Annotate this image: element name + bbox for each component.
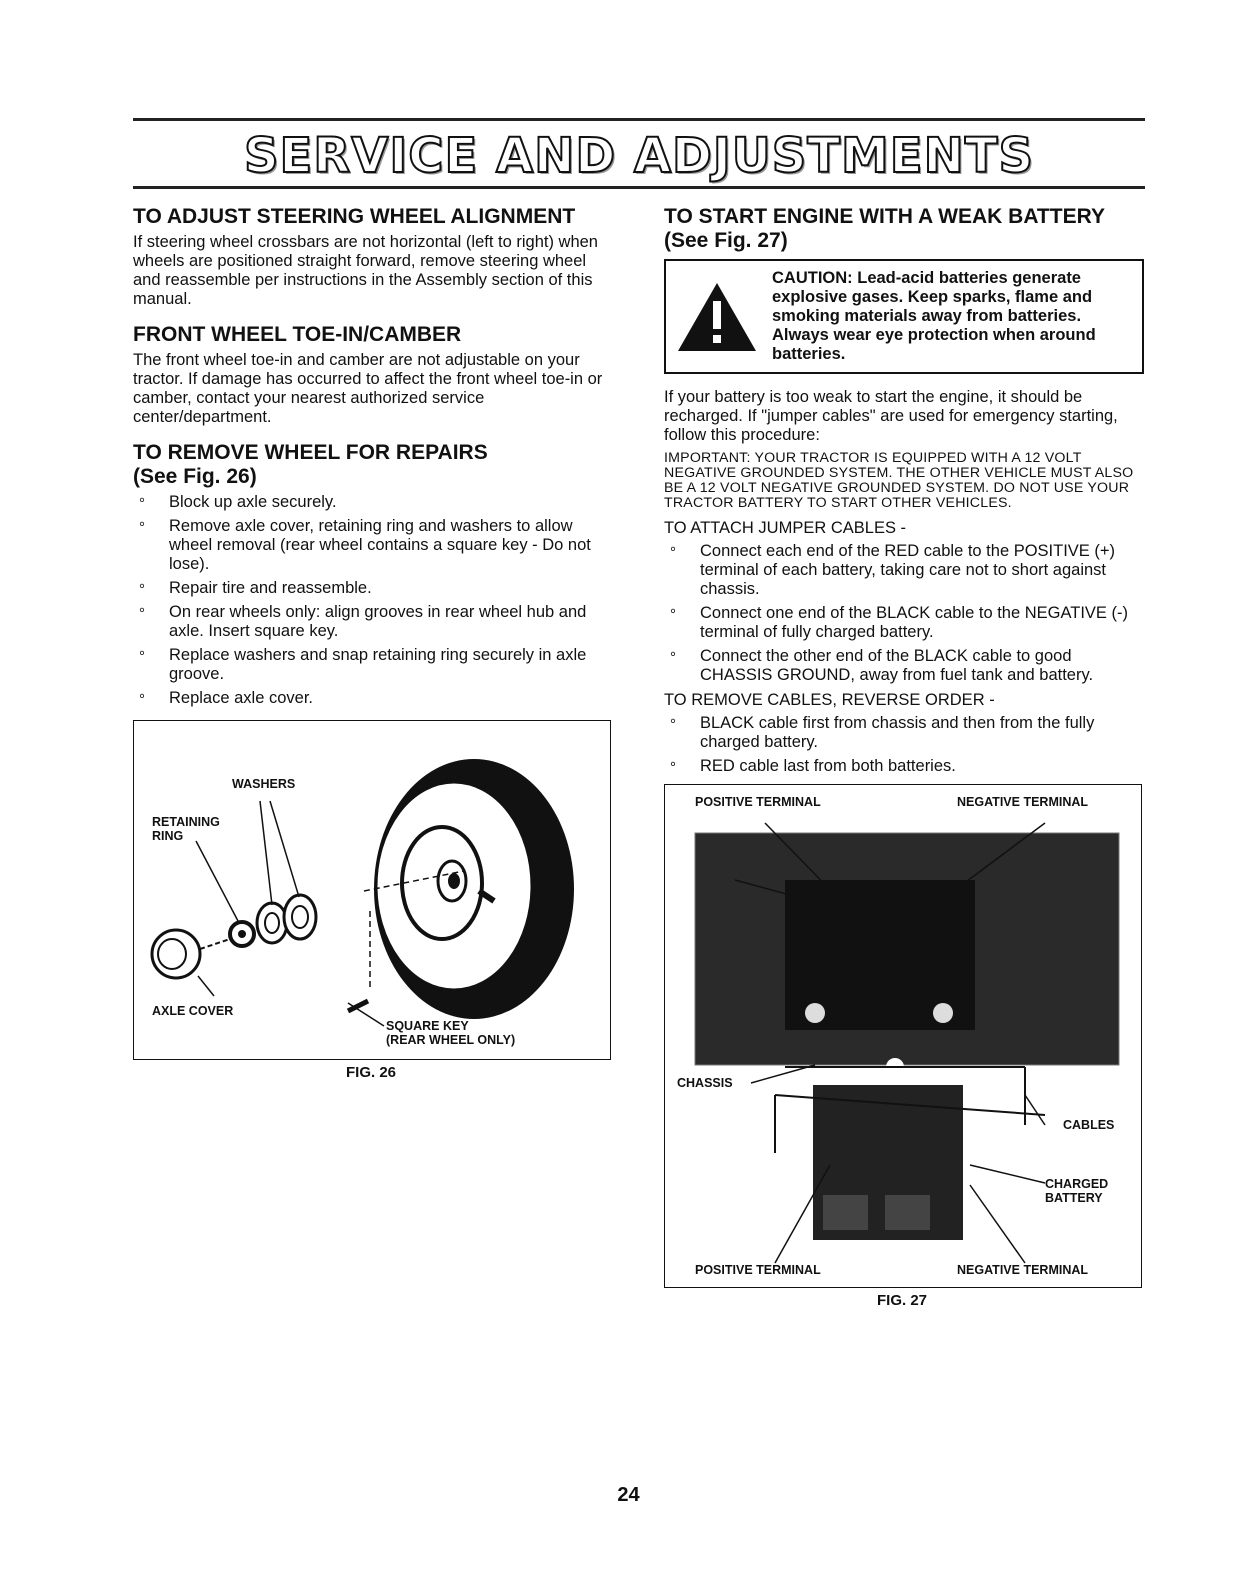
left-column (133, 205, 613, 1081)
square-key-label-line2: (REAR WHEEL ONLY) (386, 1033, 516, 1047)
toe-in-camber-body: The front wheel toe-in and camber are not adjustable on your tractor. If damage has occurred to affect the front wheel toe-in or camber, contact your nearest authorized service center/department. (133, 351, 603, 426)
attach-cables-heading: TO ATTACH JUMPER CABLES - (664, 519, 907, 537)
list-item: ° Connect the other end of the BLACK cable to good CHASSIS GROUND, away from fuel tank and battery. (664, 647, 1144, 685)
list-item: ° RED cable last from both batteries. (664, 757, 1144, 776)
square-key-label: SQUARE KEY (386, 1019, 469, 1033)
weak-battery-subheading: (See Fig. 27) (664, 229, 788, 252)
list-item: ° Connect one end of the BLACK cable to the NEGATIVE (-) terminal of fully charged battery. (664, 604, 1144, 642)
list-item: ° On rear wheels only: align grooves in rear wheel hub and axle. Insert square key. (133, 603, 613, 641)
chassis-label: CHASSIS (677, 1076, 733, 1090)
figure-27-caption: FIG. 27 (876, 1292, 928, 1309)
positive-terminal-bottom-label: POSITIVE TERMINAL (695, 1263, 821, 1277)
toe-in-camber-heading: FRONT WHEEL TOE-IN/CAMBER (133, 323, 462, 346)
figure-26 (133, 720, 611, 1060)
remove-wheel-heading: TO REMOVE WHEEL FOR REPAIRS (133, 441, 488, 464)
bottom-title-rule (133, 186, 1145, 189)
steering-alignment-body: If steering wheel crossbars are not horizontal (left to right) when wheels are positioned straight forward, remove steering wheel and reassemble per instructions in the Assembly section of this manual. (133, 233, 598, 308)
figure-26-caption: FIG. 26 (345, 1064, 397, 1081)
charged-battery-label: CHARGED (1045, 1177, 1109, 1191)
top-rule (133, 118, 1145, 121)
weak-battery-body: If your battery is too weak to start the engine, it should be recharged. If "jumper cables" are used for emergency starting, follow this procedure: (664, 388, 1118, 444)
weak-battery-heading: TO START ENGINE WITH A WEAK BATTERY (664, 205, 1105, 228)
retaining-ring-label: RETAINING (152, 815, 220, 829)
list-item: ° Block up axle securely. (133, 493, 613, 512)
important-notice: IMPORTANT: YOUR TRACTOR IS EQUIPPED WITH A 12 VOLT NEGATIVE GROUNDED SYSTEM. THE OTHER VEHICLE MUST ALSO BE A 12 VOLT NEGATIVE GROUNDED SYSTEM. DO NOT USE YOUR TRACTOR BATTERY TO START OTHER VEHICLES. (664, 450, 1134, 511)
negative-terminal-top-label: NEGATIVE TERMINAL (957, 795, 1089, 809)
washers-label: WASHERS (232, 777, 296, 791)
battery-illustration (665, 785, 1141, 1287)
steering-alignment-heading: TO ADJUST STEERING WHEEL ALIGNMENT (133, 205, 576, 228)
warning-icon (676, 281, 758, 353)
charged-battery-label-line2: BATTERY (1045, 1191, 1103, 1205)
list-item: ° Replace axle cover. (133, 689, 613, 708)
page-number: 24 (617, 1484, 640, 1506)
right-column (664, 205, 1144, 1309)
list-item: ° BLACK cable first from chassis and then from the fully charged battery. (664, 714, 1144, 752)
remove-cables-steps (664, 714, 1144, 776)
figure-27 (664, 784, 1142, 1288)
remove-cables-heading: TO REMOVE CABLES, REVERSE ORDER - (664, 691, 995, 709)
negative-terminal-bottom-label: NEGATIVE TERMINAL (957, 1263, 1089, 1277)
attach-cables-steps (664, 542, 1144, 685)
list-item: ° Connect each end of the RED cable to the POSITIVE (+) terminal of each battery, taking care not to short against chassis. (664, 542, 1144, 599)
axle-cover-label: AXLE COVER (152, 1004, 234, 1018)
remove-wheel-steps (133, 493, 613, 708)
caution-text: CAUTION: Lead-acid batteries generate explosive gases. Keep sparks, flame and smoking materials away from batteries. Always wear eye protection when around batteries. (772, 269, 1096, 363)
remove-wheel-subheading: (See Fig. 26) (133, 465, 257, 488)
retaining-ring-label-line2: RING (152, 829, 184, 843)
positive-terminal-top-label: POSITIVE TERMINAL (695, 795, 821, 809)
list-item: ° Repair tire and reassemble. (133, 579, 613, 598)
cables-label: CABLES (1063, 1118, 1115, 1132)
list-item: ° Replace washers and snap retaining ring securely in axle groove. (133, 646, 613, 684)
list-item: ° Remove axle cover, retaining ring and washers to allow wheel removal (rear wheel contains a square key - Do not lose). (133, 517, 613, 574)
page-title: SERVICE AND ADJUSTMENTS (243, 128, 1035, 184)
caution-box (664, 259, 1144, 374)
